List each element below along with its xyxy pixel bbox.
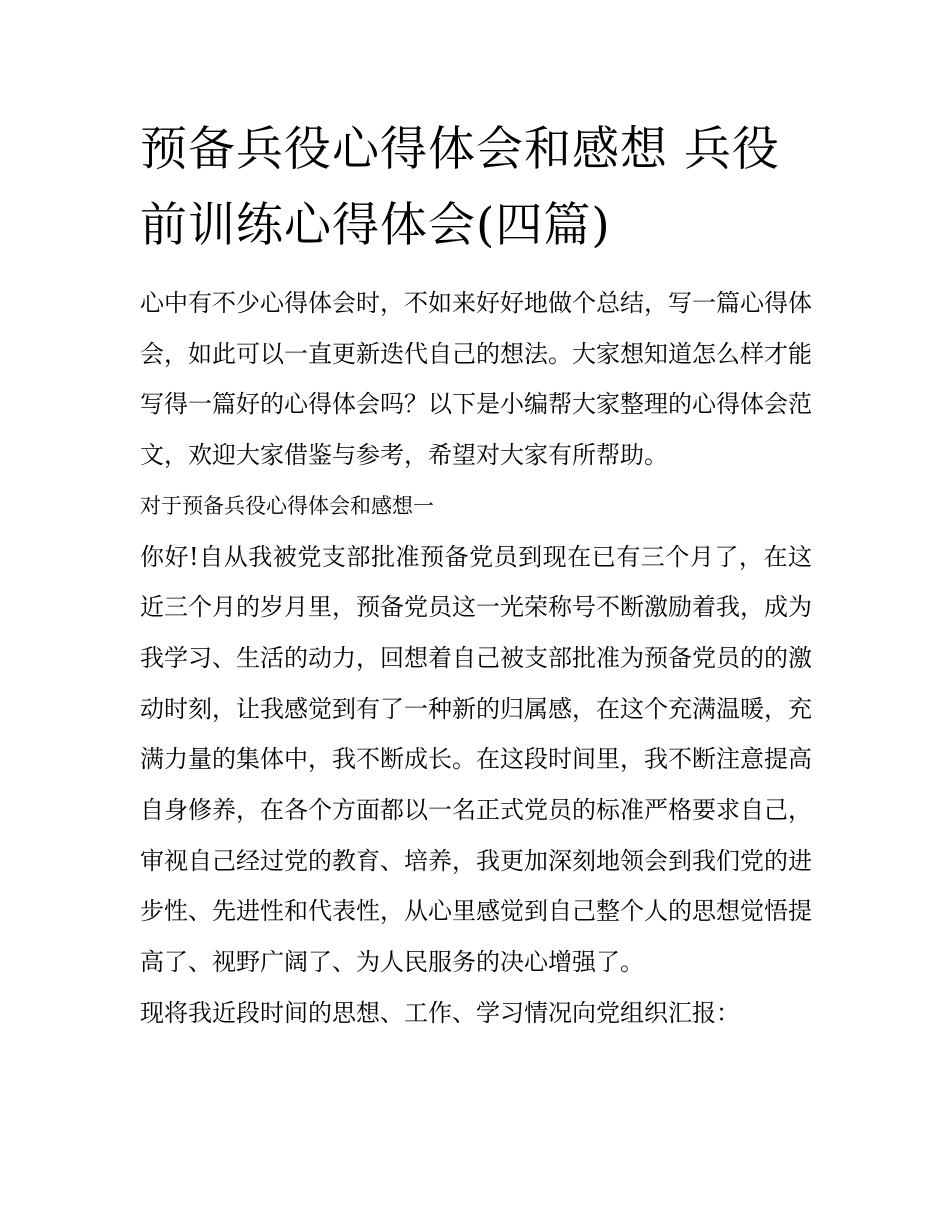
document-title: 预备兵役心得体会和感想 兵役前训练心得体会(四篇) [140, 122, 780, 253]
document-body [140, 112, 812, 1039]
title-spacer [140, 264, 812, 278]
body-paragraph-2: 现将我近段时间的思想、工作、学习情况向党组织汇报： [140, 998, 740, 1027]
section-heading: 对于预备兵役心得体会和感想一 [140, 493, 434, 518]
body-paragraph-1: 你好!自从我被党支部批准预备党员到现在已有三个月了，在这近三个月的岁月里，预备党员这一光荣称号不断激励着我，成为我学习、生活的动力，回想着自己被支部批准为预备党员的的激动时刻，让我感觉到有了一种新的归属感，在这个充满温暖，充满力量的集体中，我不断成长。在这段时间里，我不断注意提高自身修养，在各个方面都以一名正式党员的标准严格要求自己，审视自己经过党的教育、培养，我更加深刻地领会到我们党的进步性、先进性和代表性，从心里感觉到自己整个人的思想觉悟提高了、视野广阔了、为人民服务的决心增强了。 [140, 542, 812, 977]
intro-paragraph: 心中有不少心得体会时，不如来好好地做个总结，写一篇心得体会，如此可以一直更新迭代自己的想法。大家想知道怎么样才能写得一篇好的心得体会吗？以下是小编帮大家整理的心得体会范文，欢迎大家借鉴与参考，希望对大家有所帮助。 [140, 289, 812, 470]
